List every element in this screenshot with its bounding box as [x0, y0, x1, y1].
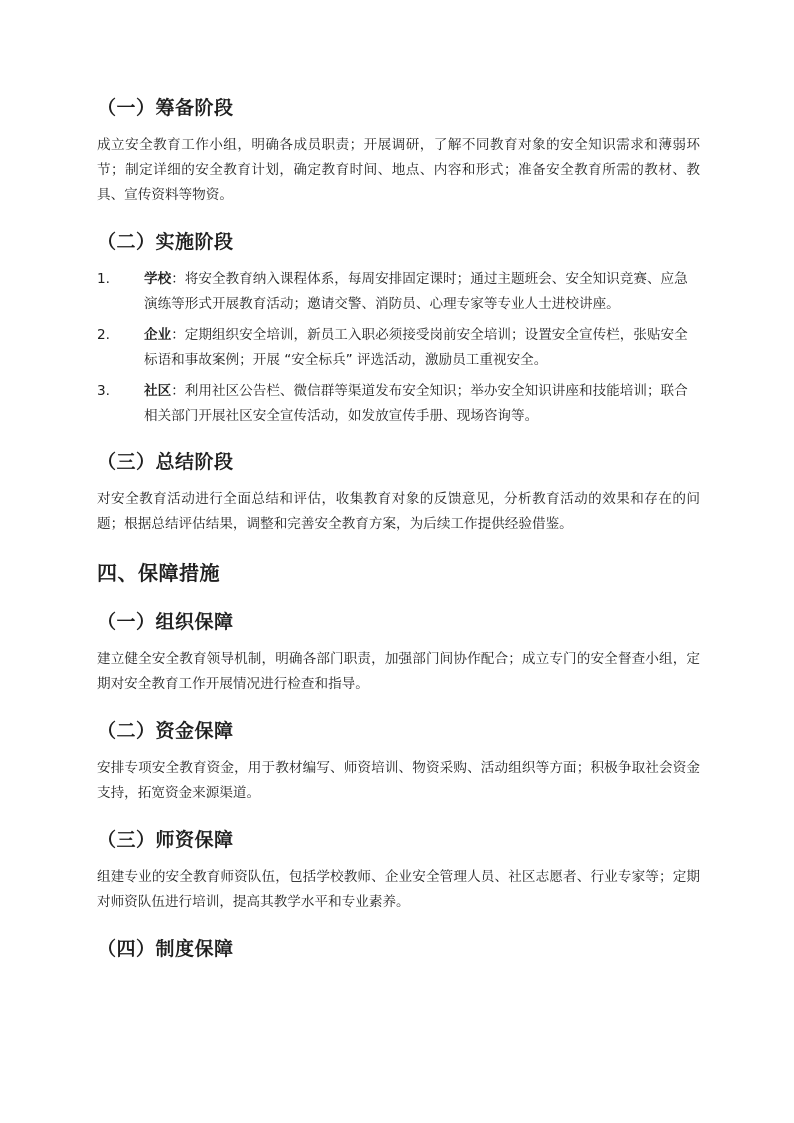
list-text-community: ：利用社区公告栏、微信群等渠道发布安全知识；举办安全知识讲座和技能培训；联合相关部门开展社区安全宣传活动，如发放宣传手册、现场咨询等。: [144, 383, 688, 424]
paragraph-fund-guarantee: 安排专项安全教育资金，用于教材编写、师资培训、物资采购、活动组织等方面；积极争取社会资金支持，拓宽资金来源渠道。: [97, 760, 700, 801]
list-lead-enterprise: 企业: [144, 327, 172, 343]
heading-org-guarantee: （一）组织保障: [97, 611, 234, 633]
heading-system-guarantee: （四）制度保障: [97, 938, 234, 960]
paragraph-teacher-guarantee: 组建专业的安全教育师资队伍，包括学校教师、企业安全管理人员、社区志愿者、行业专家等；定期对师资队伍进行培训，提高其教学水平和专业素养。: [97, 869, 700, 910]
heading-impl-stage: （二）实施阶段: [97, 231, 234, 253]
heading-teacher-guarantee: （三）师资保障: [97, 829, 234, 851]
paragraph-prep-stage: 成立安全教育工作小组，明确各成员职责；开展调研，了解不同教育对象的安全知识需求和薄弱环节；制定详细的安全教育计划，确定教育时间、地点、内容和形式；准备安全教育所需的教材、教具、宣传资料等物资。: [97, 137, 700, 203]
list-text-school: ：将安全教育纳入课程体系，每周安排固定课时；通过主题班会、安全知识竞赛、应急演练等形式开展教育活动；邀请交警、消防员、心理专家等专业人士进校讲座。: [144, 271, 688, 312]
list-lead-school: 学校: [144, 271, 172, 287]
document-page: [97, 94, 700, 963]
list-item-school: [97, 267, 700, 317]
heading-summary-stage: （三）总结阶段: [97, 451, 234, 473]
list-number: 3.: [97, 383, 110, 399]
list-text-enterprise: ：定期组织安全培训，新员工入职必须接受岗前安全培训；设置安全宣传栏，张贴安全标语和事故案例；开展 “安全标兵” 评选活动，激励员工重视安全。: [144, 327, 688, 368]
heading-guarantee-measures: 四、保障措施: [97, 561, 220, 585]
list-item-enterprise: [97, 323, 700, 373]
heading-fund-guarantee: （二）资金保障: [97, 720, 234, 742]
paragraph-summary-stage: 对安全教育活动进行全面总结和评估，收集教育对象的反馈意见，分析教育活动的效果和存在的问题；根据总结评估结果，调整和完善安全教育方案，为后续工作提供经验借鉴。: [97, 491, 700, 532]
list-lead-community: 社区: [144, 383, 172, 399]
list-number: 2.: [97, 327, 110, 343]
list-number: 1.: [97, 271, 110, 287]
heading-prep-stage: （一）筹备阶段: [97, 97, 234, 119]
impl-list: [97, 267, 700, 429]
list-item-community: [97, 379, 700, 429]
paragraph-org-guarantee: 建立健全安全教育领导机制，明确各部门职责，加强部门间协作配合；成立专门的安全督查小组，定期对安全教育工作开展情况进行检查和指导。: [97, 651, 700, 692]
